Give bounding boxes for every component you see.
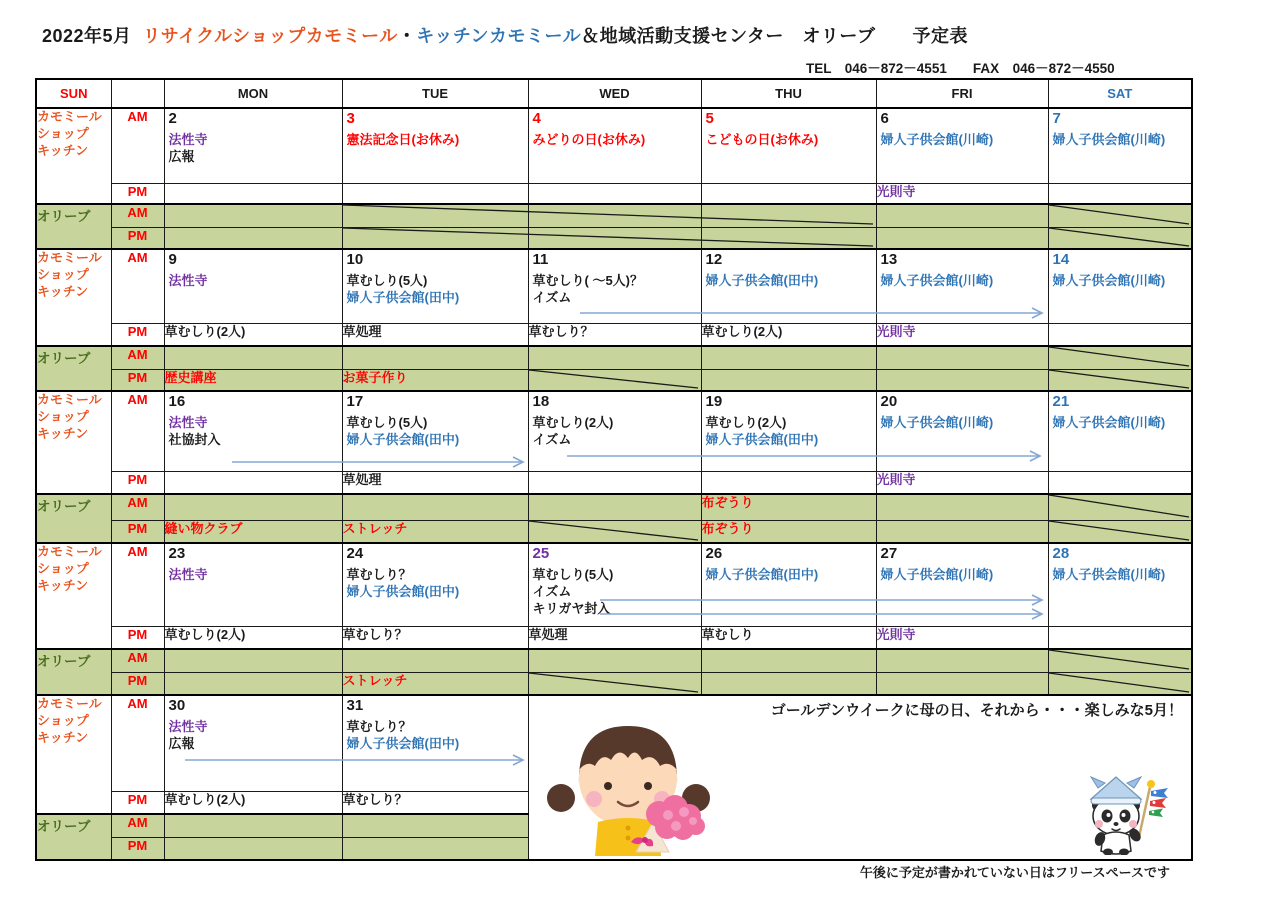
day-number: 21 (1052, 393, 1070, 410)
day-cell: 18 草むしり(2人) イズム (528, 391, 701, 471)
month-message: ゴールデンウイークに母の日、それから・・・楽しみな5月！ (770, 702, 1183, 719)
row-label-chamomile: カモミール ショップ キッチン (36, 108, 111, 204)
day-cell: 歴史講座 (164, 369, 342, 391)
day-cell: 14 婦人子供会館(川崎) (1048, 249, 1192, 323)
girl-with-bouquet-illustration (541, 714, 716, 856)
day-cell (876, 204, 1048, 227)
day-cell: 光則寺 (876, 183, 1048, 204)
day-cell (164, 183, 342, 204)
day-cell (701, 471, 876, 494)
day-cell: 16 法性寺 社協封入 (164, 391, 342, 471)
day-cell (1048, 626, 1192, 649)
day-cell: 草むしり？ (342, 626, 528, 649)
day-cell (1048, 672, 1192, 695)
day-cell: 24 草むしり？ 婦人子供会館(田中) (342, 543, 528, 626)
day-cell: 草処理 (528, 626, 701, 649)
header-ampm-spacer (111, 79, 164, 108)
contact-info (806, 57, 1141, 77)
schedule-table (35, 78, 1193, 861)
day-cell: ストレッチ (342, 672, 528, 695)
day-cell (701, 227, 876, 249)
pm-label: PM (111, 183, 164, 204)
day-cell: 4 みどりの日(お休み) (528, 108, 701, 183)
day-number: 20 (880, 393, 898, 410)
week4-pm-row (36, 626, 1192, 649)
day-cell: 6 婦人子供会館(川崎) (876, 108, 1048, 183)
day-cell: 27 婦人子供会館(川崎) (876, 543, 1048, 626)
title-separator: ・ (397, 26, 417, 46)
am-label: AM (111, 249, 164, 323)
day-cell (528, 227, 701, 249)
day-cell (876, 494, 1048, 520)
day-cell (528, 183, 701, 204)
day-cell (701, 183, 876, 204)
pm-label: PM (111, 791, 164, 814)
day-cell (164, 346, 342, 369)
day-cell: 3 憲法記念日(お休み) (342, 108, 528, 183)
day-cell: 25 草むしり(5人) イズム キリガヤ封入 (528, 543, 701, 626)
day-cell: 12 婦人子供会館(田中) (701, 249, 876, 323)
row-label-olive: オリーブ (36, 204, 111, 249)
day-cell: 7 婦人子供会館(川崎) (1048, 108, 1192, 183)
week2-olive-pm-row (36, 369, 1192, 391)
row-label-olive: オリーブ (36, 494, 111, 543)
pm-label: PM (111, 626, 164, 649)
day-cell: 28 婦人子供会館(川崎) (1048, 543, 1192, 626)
row-label-chamomile: カモミール ショップ キッチン (36, 391, 111, 494)
header-thu: THU (701, 79, 876, 108)
week3-pm-row (36, 471, 1192, 494)
header-fri: FRI (876, 79, 1048, 108)
fax-number: FAX 046－872－4550 (972, 61, 1115, 76)
day-number: 18 (532, 393, 550, 410)
day-number: 2 (168, 110, 177, 127)
day-cell (876, 649, 1048, 672)
week1-pm-row (36, 183, 1192, 204)
day-cell: 17 草むしり(5人) 婦人子供会館(田中) (342, 391, 528, 471)
pm-label: PM (111, 369, 164, 391)
header-sat: SAT (1048, 79, 1192, 108)
day-cell (1048, 183, 1192, 204)
header-mon: MON (164, 79, 342, 108)
day-cell: 10 草むしり(5人) 婦人子供会館(田中) (342, 249, 528, 323)
title-rest: ＆地域活動支援センター オリーブ 予定表 (581, 26, 968, 46)
day-number: 7 (1052, 110, 1061, 127)
day-cell: 布ぞうり (701, 520, 876, 543)
day-cell: 草処理 (342, 323, 528, 346)
day-cell: 19 草むしり(2人) 婦人子供会館(田中) (701, 391, 876, 471)
day-cell (876, 369, 1048, 391)
row-label-chamomile: カモミール ショップ キッチン (36, 695, 111, 814)
day-cell: お菓子作り (342, 369, 528, 391)
day-cell: 草むしり(2人) (701, 323, 876, 346)
pm-label: PM (111, 672, 164, 695)
pm-label: PM (111, 837, 164, 860)
day-cell (342, 837, 528, 860)
day-cell: 草むしり(2人) (164, 626, 342, 649)
day-cell: 草むしり(2人) (164, 323, 342, 346)
row-label-olive: オリーブ (36, 814, 111, 860)
week2-am-row (36, 249, 1192, 323)
day-number: 11 (532, 251, 549, 268)
pm-label: PM (111, 471, 164, 494)
day-cell (528, 471, 701, 494)
week1-olive-pm-row (36, 227, 1192, 249)
day-cell: 縫い物クラブ (164, 520, 342, 543)
day-number: 23 (168, 545, 186, 562)
row-label-chamomile: カモミール ショップ キッチン (36, 543, 111, 649)
day-cell (1048, 346, 1192, 369)
day-number: 3 (346, 110, 355, 127)
week3-am-row (36, 391, 1192, 471)
header-wed: WED (528, 79, 701, 108)
day-cell (528, 520, 701, 543)
day-cell (876, 346, 1048, 369)
day-cell (1048, 323, 1192, 346)
day-number: 31 (346, 697, 364, 714)
day-number: 4 (532, 110, 541, 127)
day-cell (528, 346, 701, 369)
day-cell (701, 346, 876, 369)
day-cell: 23 法性寺 (164, 543, 342, 626)
week4-am-row (36, 543, 1192, 626)
day-number: 6 (880, 110, 889, 127)
am-label: AM (111, 494, 164, 520)
week1-olive-am-row (36, 204, 1192, 227)
day-cell: 草むしり？ (528, 323, 701, 346)
week2-pm-row (36, 323, 1192, 346)
day-cell: 草むしり？ (342, 791, 528, 814)
tel-number: TEL 046－872－4551 (806, 61, 947, 76)
day-number: 30 (168, 697, 186, 714)
day-cell: 13 婦人子供会館(川崎) (876, 249, 1048, 323)
day-cell: 9 法性寺 (164, 249, 342, 323)
day-cell: 草むしり(2人) (164, 791, 342, 814)
day-cell: 光則寺 (876, 323, 1048, 346)
day-cell: 布ぞうり (701, 494, 876, 520)
pm-label: PM (111, 227, 164, 249)
day-cell (876, 520, 1048, 543)
am-label: AM (111, 543, 164, 626)
day-number: 26 (705, 545, 723, 562)
day-cell (164, 649, 342, 672)
weekday-header-row (36, 79, 1192, 108)
day-cell (701, 204, 876, 227)
day-cell (1048, 494, 1192, 520)
day-cell (342, 494, 528, 520)
am-label: AM (111, 649, 164, 672)
day-cell (164, 837, 342, 860)
day-cell (528, 369, 701, 391)
title-year-month: 2022年5月 (42, 26, 132, 46)
panda-with-koinobori-illustration (1069, 771, 1169, 855)
day-number: 16 (168, 393, 186, 410)
day-number: 5 (705, 110, 714, 127)
day-cell (701, 649, 876, 672)
day-number: 13 (880, 251, 898, 268)
day-cell (1048, 369, 1192, 391)
day-number: 19 (705, 393, 723, 410)
day-cell (1048, 204, 1192, 227)
footer-note: 午後に予定が書かれていない日はフリースペースです (859, 865, 1170, 880)
day-cell (164, 471, 342, 494)
week5-am-row (36, 695, 1192, 791)
pm-label: PM (111, 520, 164, 543)
day-number: 28 (1052, 545, 1070, 562)
day-cell: 31 草むしり？ 婦人子供会館(田中) (342, 695, 528, 791)
day-cell (342, 204, 528, 227)
am-label: AM (111, 346, 164, 369)
day-cell (342, 183, 528, 204)
day-number: 24 (346, 545, 364, 562)
day-cell (876, 227, 1048, 249)
day-cell (164, 227, 342, 249)
week1-am-row (36, 108, 1192, 183)
day-cell (528, 672, 701, 695)
free-space-area (528, 695, 1192, 860)
day-cell (701, 369, 876, 391)
day-cell (1048, 649, 1192, 672)
title-shop-name: リサイクルショップカモミール (142, 26, 398, 46)
pm-label: PM (111, 323, 164, 346)
header-tue: TUE (342, 79, 528, 108)
am-label: AM (111, 204, 164, 227)
day-cell: ストレッチ (342, 520, 528, 543)
day-cell: 11 草むしり( ～5人)？ イズム (528, 249, 701, 323)
day-cell (164, 814, 342, 837)
day-cell (701, 672, 876, 695)
day-cell (1048, 227, 1192, 249)
day-cell (164, 672, 342, 695)
day-cell (164, 204, 342, 227)
day-cell: 26 婦人子供会館(田中) (701, 543, 876, 626)
day-cell: 光則寺 (876, 626, 1048, 649)
day-number: 27 (880, 545, 898, 562)
row-label-olive: オリーブ (36, 649, 111, 695)
day-cell (342, 814, 528, 837)
day-number: 17 (346, 393, 364, 410)
day-cell (164, 494, 342, 520)
day-cell (876, 672, 1048, 695)
day-number: 10 (346, 251, 364, 268)
day-cell (342, 227, 528, 249)
day-cell: 30 法性寺 広報 (164, 695, 342, 791)
day-cell (342, 649, 528, 672)
day-number: 25 (532, 545, 550, 562)
week4-olive-pm-row (36, 672, 1192, 695)
am-label: AM (111, 814, 164, 837)
week2-olive-am-row (36, 346, 1192, 369)
day-cell (1048, 471, 1192, 494)
day-cell: 光則寺 (876, 471, 1048, 494)
row-label-chamomile: カモミール ショップ キッチン (36, 249, 111, 346)
header-sun: SUN (36, 79, 111, 108)
page-title (42, 22, 968, 48)
day-number: 14 (1052, 251, 1070, 268)
day-cell: 20 婦人子供会館(川崎) (876, 391, 1048, 471)
week4-olive-am-row (36, 649, 1192, 672)
day-cell: 草むしり (701, 626, 876, 649)
day-cell: 2 法性寺 広報 (164, 108, 342, 183)
week3-olive-am-row (36, 494, 1192, 520)
day-cell (528, 649, 701, 672)
day-cell (528, 204, 701, 227)
am-label: AM (111, 108, 164, 183)
am-label: AM (111, 391, 164, 471)
day-number: 12 (705, 251, 723, 268)
day-cell: 5 こどもの日(お休み) (701, 108, 876, 183)
day-cell: 21 婦人子供会館(川崎) (1048, 391, 1192, 471)
day-cell: 草処理 (342, 471, 528, 494)
title-kitchen-name: キッチンカモミール (416, 26, 582, 46)
day-number: 9 (168, 251, 177, 268)
am-label: AM (111, 695, 164, 791)
day-cell (342, 346, 528, 369)
row-label-olive: オリーブ (36, 346, 111, 391)
day-cell (528, 494, 701, 520)
day-cell (1048, 520, 1192, 543)
week3-olive-pm-row (36, 520, 1192, 543)
